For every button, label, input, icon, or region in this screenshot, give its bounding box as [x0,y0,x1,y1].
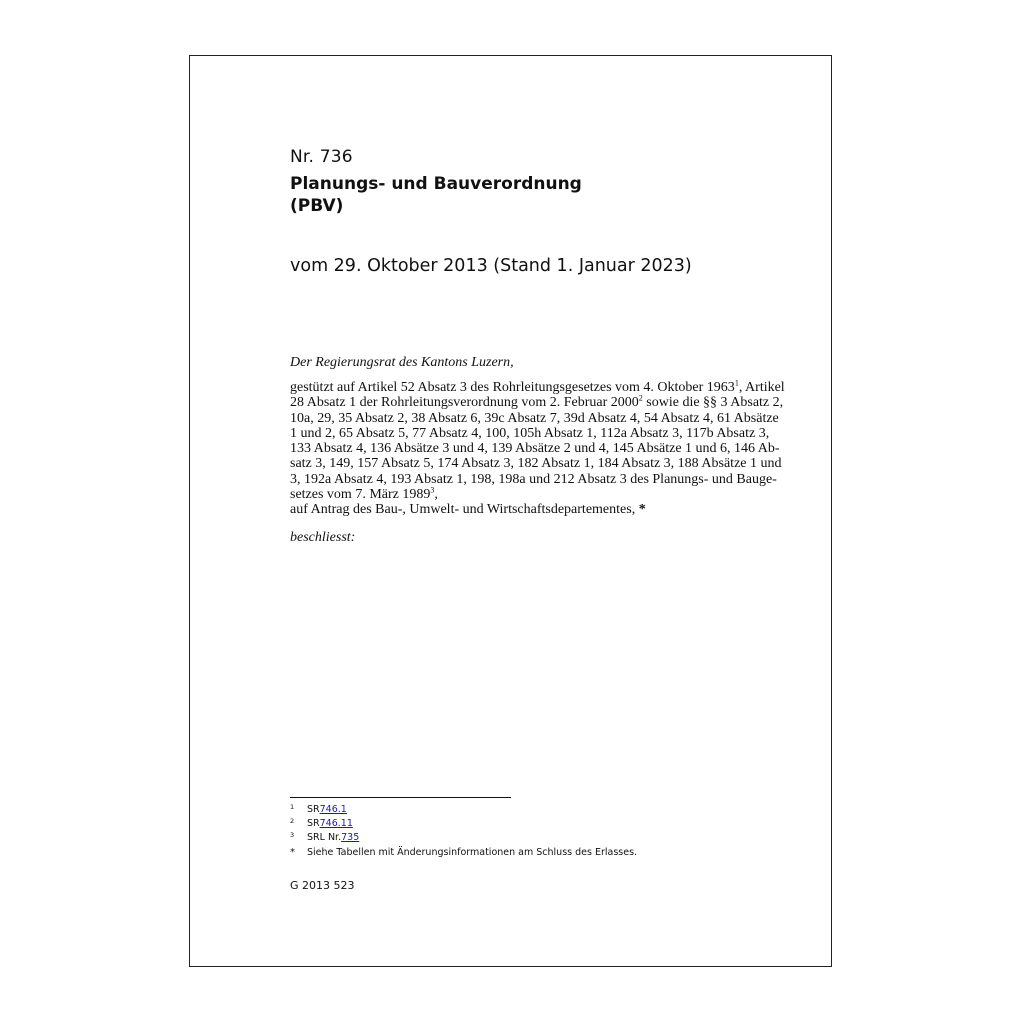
footnote-item: 1 SR 746.1 [290,803,347,815]
preamble-line: 3, 192a Absatz 4, 193 Absatz 1, 198, 198a und 212 Absatz 3 des Planungs- und Bauge- [290,471,777,487]
g-number: G 2013 523 [290,879,355,892]
preamble-line: 28 Absatz 1 der Rohrleitungsverordnung vom 2. Februar 2000$^2$ sowie die §§ 3 Absatz 2, [290,393,784,411]
footnote-text: Siehe Tabellen mit Änderungsinformationen am Schluss des Erlasses. [307,846,638,858]
document-number: Nr. 736 [290,147,353,167]
amendment-asterisk: * [638,502,646,518]
footnote-mark: 1 [290,803,295,811]
preamble [290,354,795,547]
title-line-2: (PBV) [290,196,344,216]
preamble-line: 1 und 2, 65 Absatz 5, 77 Absatz 4, 100, 105h Absatz 1, 112a Absatz 3, 117b Absatz 3, [290,425,770,441]
document-page [189,55,832,967]
preamble-intro: Der Regierungsrat des Kantons Luzern, [290,355,514,370]
footnote-link-srl-735[interactable]: 735 [341,832,360,844]
title-line-1: Planungs- und Bauverordnung [290,174,582,194]
preamble-line: satz 3, 149, 157 Absatz 5, 174 Absatz 3, 182 Absatz 1, 184 Absatz 3, 188 Absätze 1 und [290,456,782,472]
footnote-item: 3 SRL Nr. 735 [290,831,360,844]
footnote-link-sr-746-1[interactable]: 746.1 [319,804,347,815]
footnote-item: 2 SR 746.11 [290,817,353,830]
footnote-mark: * [290,846,295,858]
footnote-divider [290,797,511,798]
document-date: vom 29. Oktober 2013 (Stand 1. Januar 2023) [290,256,692,276]
preamble-line: gestützt auf Artikel 52 Absatz 3 des Rohrleitungsgesetzes vom 4. Oktober 1963$^1$, Artikel [290,378,785,395]
preamble-body [290,380,795,518]
footnote-mark: 2 [290,817,295,826]
footnote-mark: 3 [290,831,295,840]
footnotes [290,804,637,861]
footnote-item [290,847,637,861]
preamble-line: 133 Absatz 4, 136 Absätze 3 und 4, 139 Absätze 2 und 4, 145 Absätze 1 und 6, 146 Ab- [290,441,780,457]
preamble-line: auf Antrag des Bau-, Umwelt- und Wirtschaftsdepartementes, * [290,502,646,518]
footnote-link-sr-746-11[interactable]: 746.11 [319,818,353,830]
preamble-line: 10a, 29, 35 Absatz 2, 38 Absatz 6, 39c Absatz 7, 39d Absatz 4, 54 Absatz 4, 61 Absätze [290,410,779,426]
preamble-closing: beschliesst: [290,529,356,545]
document-title [290,173,582,217]
preamble-line: setzes vom 7. März 1989$^3$, [290,485,438,503]
